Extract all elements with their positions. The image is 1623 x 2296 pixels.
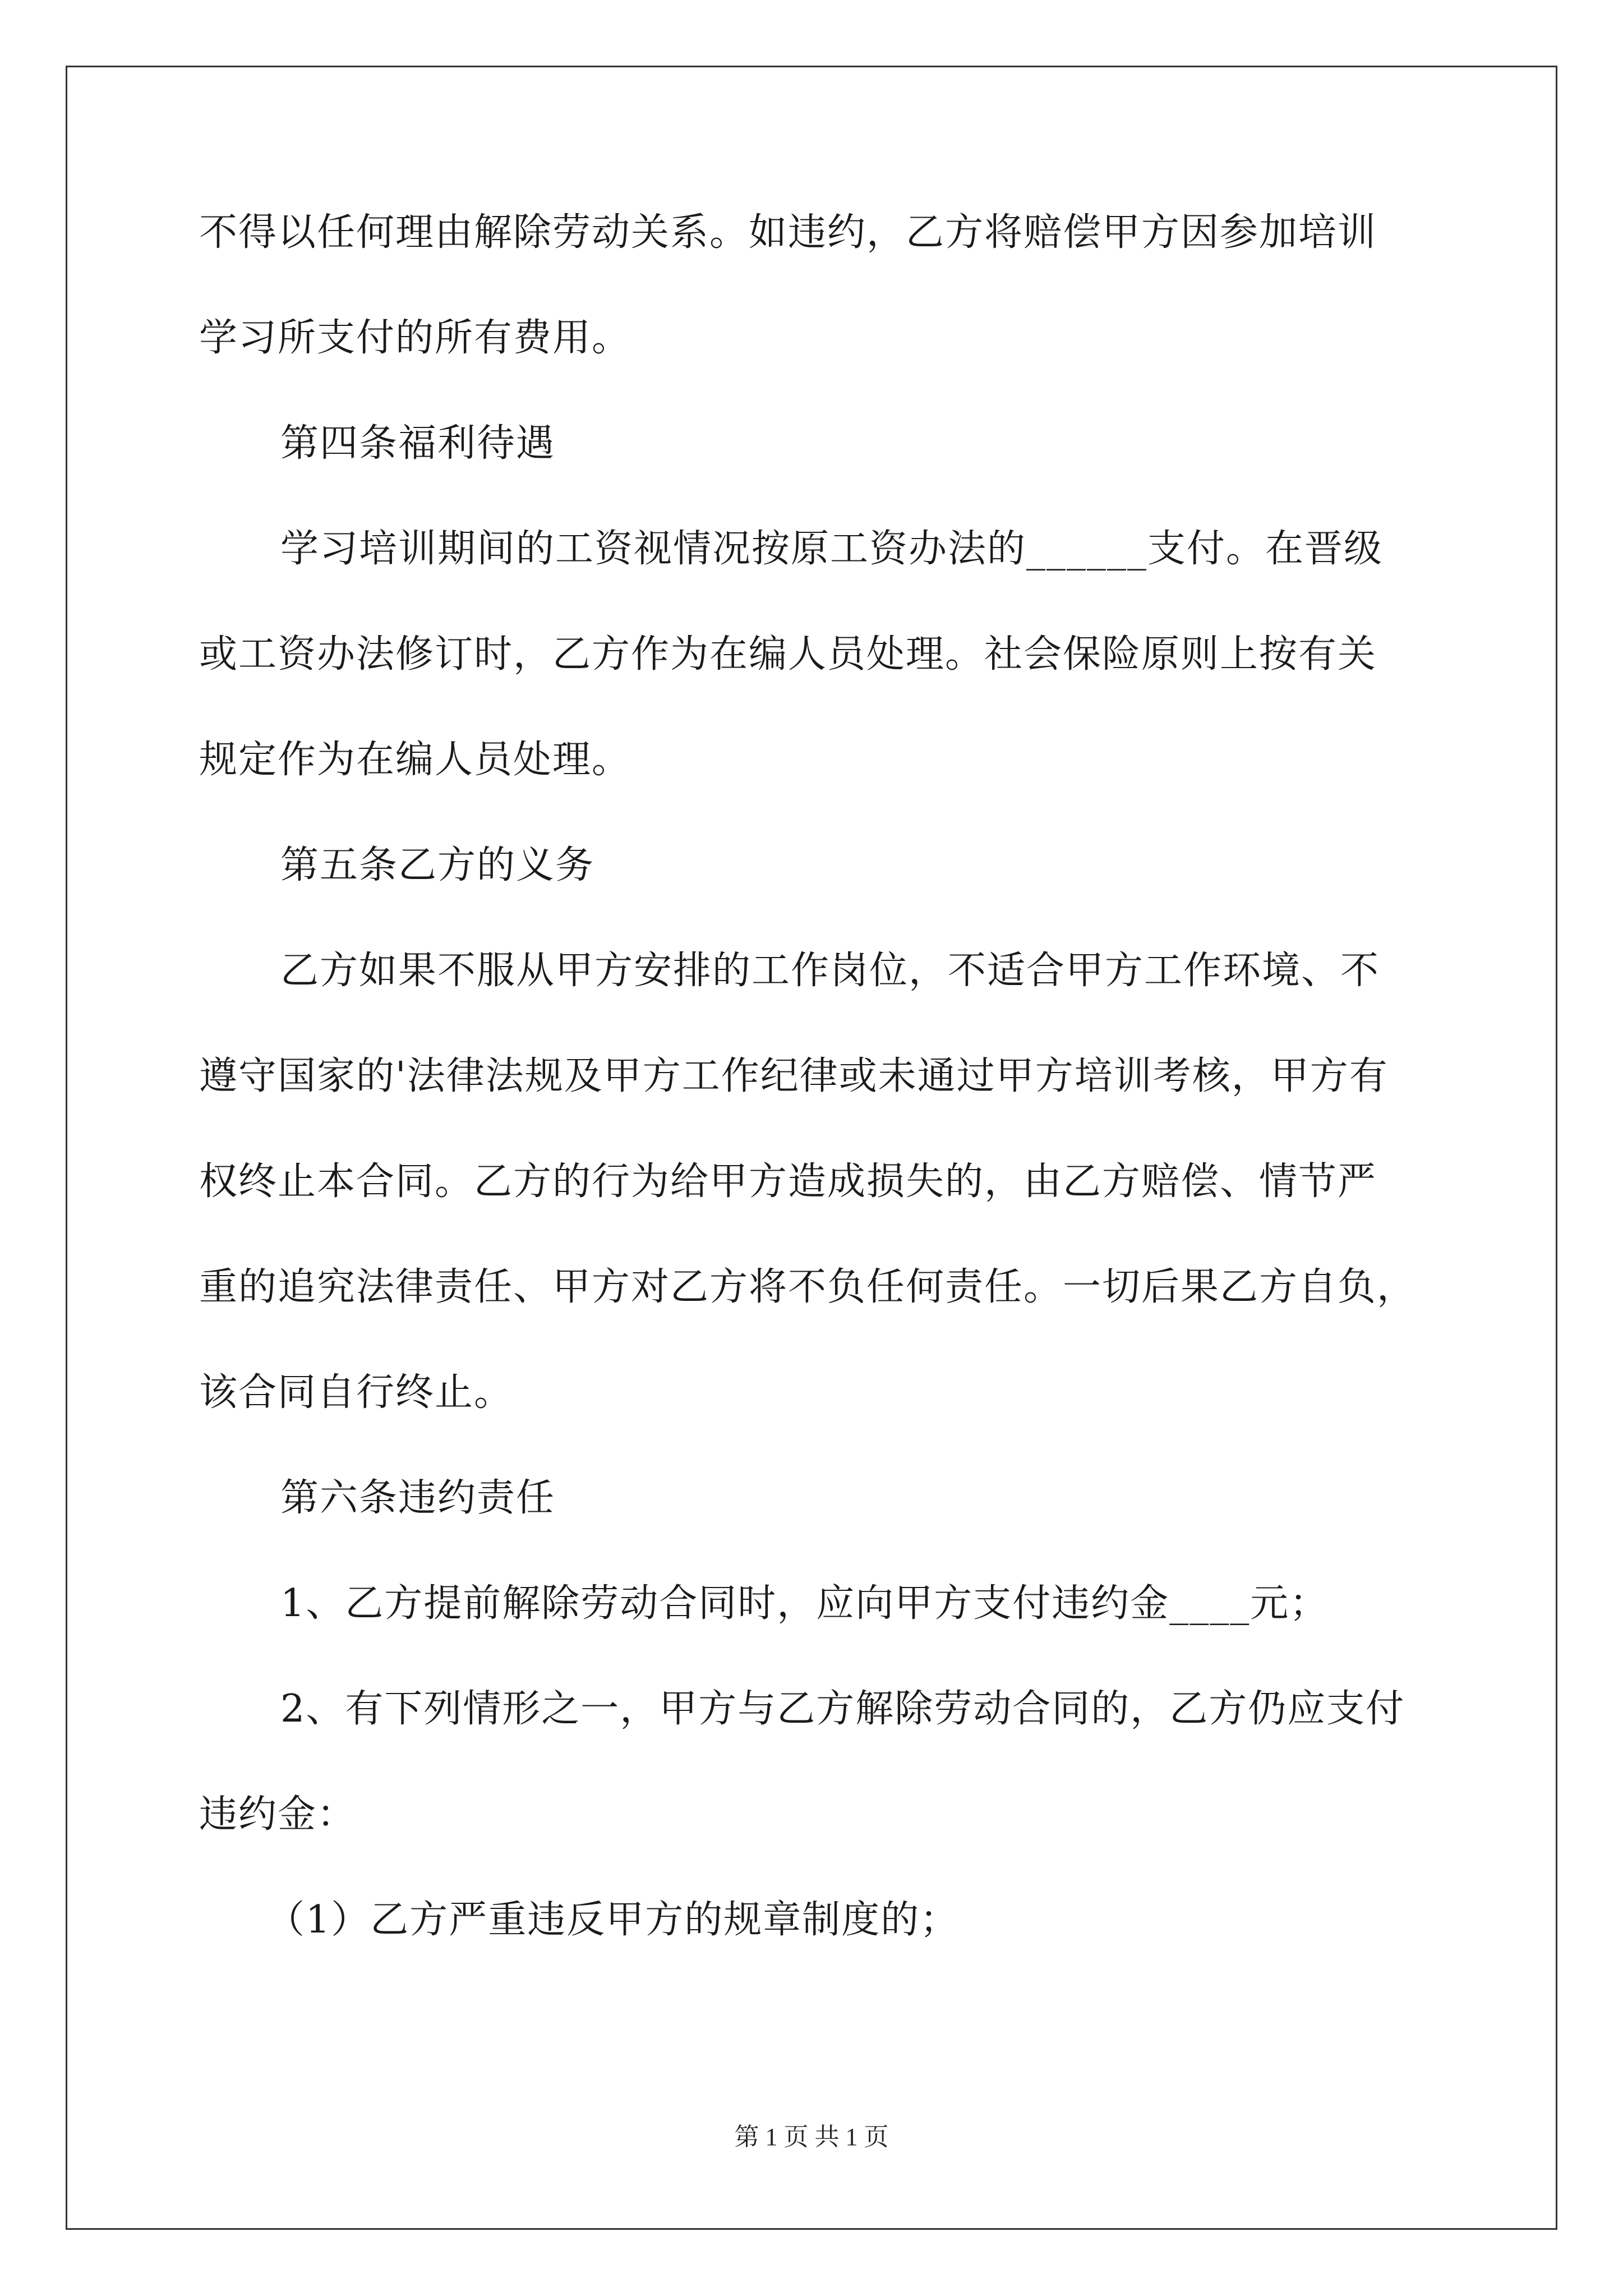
text-line: 学习所支付的所有费用。 <box>199 316 631 360</box>
text-line: 该合同自行终止。 <box>199 1370 514 1415</box>
text-line: 规定作为在编人员处理。 <box>199 738 631 782</box>
text-line: 权终止本合同。乙方的行为给甲方造成损失的，由乙方赔偿、情节严 <box>199 1159 1377 1204</box>
text-line: 2、有下列情形之一，甲方与乙方解除劳动合同的，乙方仍应支付 <box>280 1687 1405 1731</box>
section-heading: 第六条违约责任 <box>280 1476 556 1520</box>
text-line: 乙方如果不服从甲方安排的工作岗位，不适合甲方工作环境、不 <box>280 949 1380 993</box>
text-line: 违约金： <box>199 1792 357 1837</box>
section-heading: 第四条福利待遇 <box>280 421 556 466</box>
text-line: （1）乙方严重违反甲方的规章制度的； <box>266 1898 960 1942</box>
text-line: 重的追究法律责任、甲方对乙方将不负任何责任。一切后果乙方自负， <box>199 1265 1417 1309</box>
text-line: 学习培训期间的工资视情况按原工资办法的______支付。在晋级 <box>280 527 1384 571</box>
text-line: 遵守国家的'法律法规及甲方工作纪律或未通过甲方培训考核，甲方有 <box>199 1054 1389 1098</box>
text-line: 或工资办法修订时，乙方作为在编人员处理。社会保险原则上按有关 <box>199 632 1377 677</box>
page-footer: 第 1 页 共 1 页 <box>734 2123 889 2151</box>
text-line: 1、乙方提前解除劳动合同时，应向甲方支付违约金____元； <box>280 1581 1329 1626</box>
text-line: 不得以任何理由解除劳动关系。如违约，乙方将赔偿甲方因参加培训 <box>199 210 1377 255</box>
section-heading: 第五条乙方的义务 <box>280 843 595 887</box>
